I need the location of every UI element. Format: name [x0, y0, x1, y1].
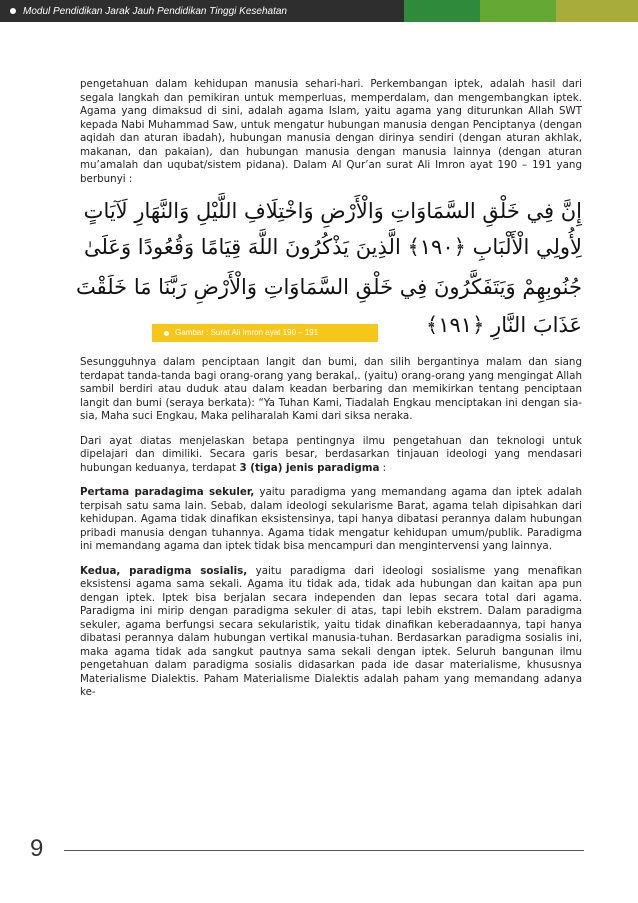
bullet-icon [10, 8, 16, 14]
figure-caption-text: Gambar : Surat Ali Imron ayat 190 – 191 [175, 328, 319, 338]
header-bar [0, 0, 638, 22]
footer-divider [64, 850, 584, 851]
page-content [75, 78, 583, 711]
secular-text: yaitu paradigma yang memandang agama dan iptek adalah terpisah satu sama lain. Sebab, dalam ideologi sekularisme Barat, agama telah dipisahkan dari kehidupan. Agama tidak dinafikan eksistensinya, tapi hanya dibatasi perannya dalam hubungan pribadi manusia dengan tuhannya. Agama tidak mengatur kehidupan umum/publik. Paradigma ini memandang agama dan iptek tidak bisa mencampuri dan mengintervensi yang lainnya. [80, 486, 583, 552]
quran-verse-figure [75, 197, 582, 345]
bullet-icon [164, 331, 169, 336]
paragraph-socialist [80, 565, 582, 700]
secular-heading: Pertama paradagima sekuler, [80, 486, 255, 498]
paragraph-paradigm-intro [80, 435, 582, 476]
paragraph-intro: pengetahuan dalam kehidupan manusia sehari-hari. Perkembangan iptek, adalah hasil dari segala langkah dan pemikiran untuk memperluas, memperdalam, dan mengembangkan iptek. Agama yang dimaksud di sini, adalah agama Islam, yaitu agama yang diturunkan Allah SWT kepada Nabi Muhammad Saw, untuk mengatur hubungan manusia dengan Penciptanya (dengan aqidah dan aturan ibadah), hubungan manusia dengan dirinya sendiri (dengan aturan akhlak, makanan, dan pakaian), dan hubungan manusia dengan manusia lainnya (dengan aturan mu’amalah dan uqubat/sistem pidana). Dalam Al Qur’an surat Ali Imron ayat 190 – 191 yang berbunyi : [80, 78, 582, 185]
page-number: 9 [30, 835, 44, 862]
arabic-line-4: عَذَابَ النَّارِ ﴿١٩١﴾ [425, 313, 582, 337]
header-color-band-lightgreen [480, 0, 556, 22]
arabic-line-3: جُنُوبِهِمْ وَيَتَفَكَّرُونَ فِي خَلْقِ السَّمَاوَاتِ وَالْأَرْضِ رَبَّنَا مَا خَلَقْتَ [75, 275, 582, 299]
paradigm-intro-text: Dari ayat diatas menjelaskan betapa pentingnya ilmu pengetahuan dan teknologi untuk dipelajari dan dimiliki. Secara garis besar, berdasarkan tinjauan ideologi yang mendasari hubungan keduanya, terdapat [80, 434, 582, 474]
header-title: Modul Pendidikan Jarak Jauh Pendidikan Tinggi Kesehatan [23, 5, 287, 17]
figure-caption [152, 324, 378, 342]
paragraph-secular [80, 486, 582, 554]
header-title-band [0, 0, 404, 22]
header-color-band-green [404, 0, 480, 22]
paradigm-count: 3 (tiga) jenis paradigma [239, 461, 380, 474]
arabic-line-2: لِأُولِي الْأَلْبَابِ ﴿١٩٠﴾ الَّذِينَ يَذْكُرُونَ اللَّهَ قِيَامًا وَقُعُودًا وَعَلَىٰ [83, 235, 582, 259]
paragraph-translation: Sesungguhnya dalam penciptaan langit dan bumi, dan silih bergantinya malam dan siang terdapat tanda-tanda bagi orang-orang yang berakal,. (yaitu) orang-orang yang mengingat Allah sambil berdiri atau duduk atau dalam keadan berbaring dan memikirkan tentang penciptaan langit dan bumi (seraya berkata): “Ya Tuhan Kami, Tiadalah Engkau menciptakan ini dengan sia-sia, Maha suci Engkau, Maka peliharalah Kami dari siksa neraka. [80, 356, 582, 422]
socialist-text: yaitu paradigma dari ideologi sosialisme yang menafikan eksistensi agama sama sekali. Agama itu tidak ada, tidak ada hubungan dan kaitan apa pun dengan iptek. Iptek bisa berjalan secara independen dan lepas secara total dari agama. Paradigma ini mirip dengan paradigma sekuler di atas, tapi lebih ekstrem. Dalam paradigma sekuler, agama berfungsi secara sekularistik, yaitu tidak dinafikan keberadaannya, tapi hanya dibatasi perannya dalam hubungan vertikal manusia-tuhan. Berdasarkan paradigma sosialis ini, maka agama tidak ada sangkut pautnya sama sekali dengan iptek. Seluruh bangunan ilmu pengetahuan dalam paradigma sosialis didasarkan pada ide dasar materialisme, khususnya Materialisme Dialektis. Paham Materialisme Dialektis adalah paham yang memandang adanya ke- [80, 564, 583, 698]
paradigm-intro-end: : [379, 461, 387, 474]
arabic-line-1: إِنَّ فِي خَلْقِ السَّمَاوَاتِ وَالْأَرْضِ وَاخْتِلَافِ اللَّيْلِ وَالنَّهَارِ لَآيَاتٍ [83, 199, 582, 223]
socialist-heading: Kedua, paradigma sosialis, [80, 564, 248, 577]
header-color-band-olive [556, 0, 638, 22]
